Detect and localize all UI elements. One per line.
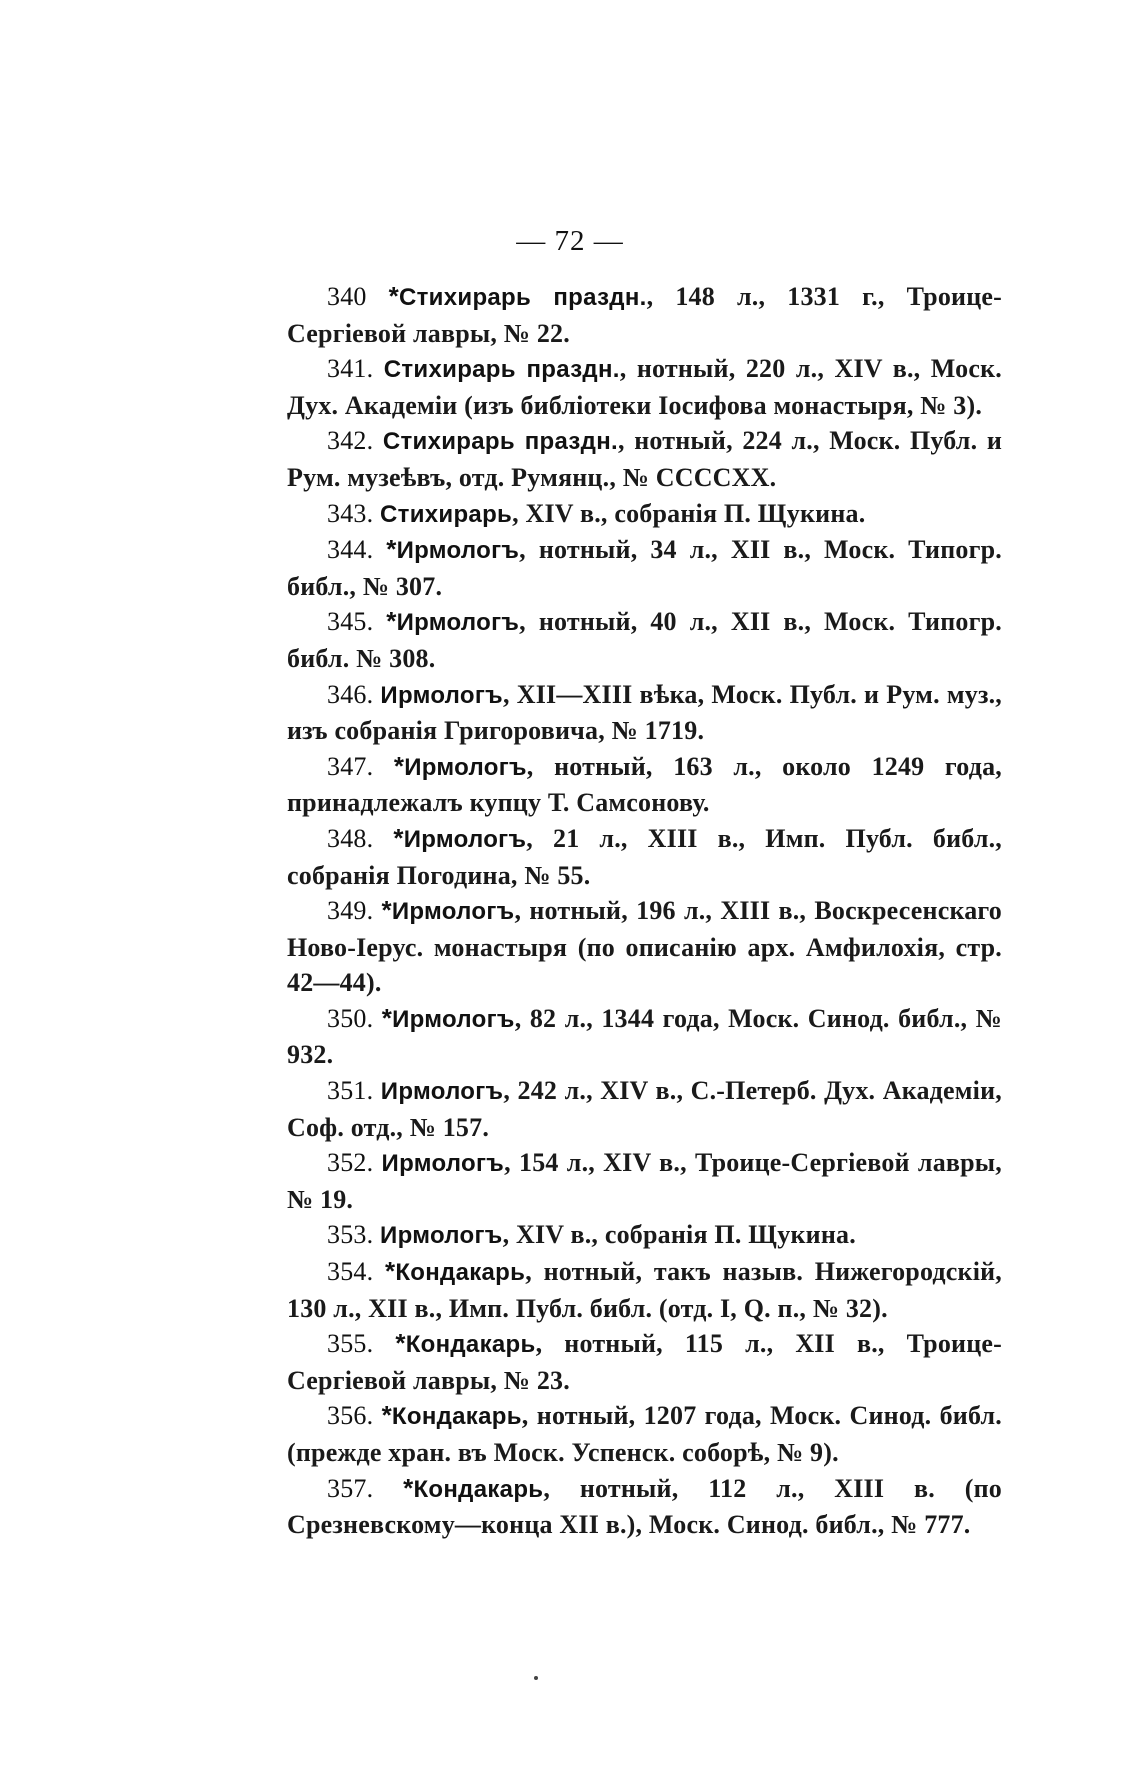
- entry-title: Ирмологъ: [380, 1078, 504, 1106]
- catalog-entry: [287, 1471, 1002, 1543]
- entry-asterisk-mark: *: [385, 1256, 396, 1287]
- entry-asterisk-mark: *: [403, 1472, 414, 1503]
- entry-description: , нотный, 220 л., XIV в., Моск. Дух. Академіи (изъ библіотеки Іосифова монастыря, № 3).: [287, 354, 1002, 420]
- entry-description: , 148 л., 1331 г., Троице-Сергіевой лавры, № 22.: [287, 282, 1002, 348]
- entry-asterisk-mark: *: [393, 750, 405, 781]
- entry-description: , нотный, 40 л., XII в., Моск. Типогр. библ. № 308.: [287, 607, 1002, 673]
- catalog-entries: [287, 279, 1002, 1543]
- catalog-entry: [287, 1398, 1002, 1470]
- catalog-entry: [287, 893, 1002, 1001]
- catalog-entry: [287, 423, 1002, 495]
- page-number: — 72 —: [516, 225, 624, 257]
- entry-asterisk-mark: *: [395, 1328, 406, 1359]
- catalog-entry: [287, 1073, 1002, 1145]
- entry-number: 341.: [327, 354, 374, 384]
- entry-title: Ирмологъ: [381, 1150, 505, 1178]
- entry-number: 343.: [327, 498, 374, 528]
- entry-description: , нотный, 1207 года, Моск. Синод. библ. (прежде хран. въ Моск. Успенск. соборѣ, № 9).: [287, 1401, 1003, 1467]
- entry-description: , 242 л., XIV в., С.-Петерб. Дух. Академіи, Соф. отд., № 157.: [287, 1076, 1002, 1142]
- entry-title: Ирмологъ: [380, 681, 503, 709]
- entry-asterisk-mark: *: [386, 606, 397, 637]
- entry-description: , XIV в., собранія П. Щукина.: [502, 1220, 856, 1250]
- entry-description: , нотный, 34 л., XII в., Моск. Типогр. библ., № 307.: [287, 535, 1002, 601]
- entry-title: Ирмологъ: [403, 825, 527, 853]
- entry-title: Ирмологъ: [391, 898, 515, 926]
- entry-description: , XIV в., собранія П. Щукина.: [512, 498, 866, 528]
- entry-title: Ирмологъ: [396, 537, 520, 565]
- entry-asterisk-mark: *: [388, 281, 399, 311]
- entry-title: Кондакарь: [391, 1403, 522, 1431]
- entry-title: Стихирарь: [380, 500, 513, 528]
- entry-number: 354.: [327, 1257, 374, 1287]
- catalog-entry: [287, 749, 1002, 821]
- entry-number: 352.: [327, 1148, 374, 1178]
- entry-title: Кондакарь: [395, 1259, 526, 1287]
- entry-title: Стихирарь праздн.: [399, 284, 647, 311]
- catalog-entry: [287, 604, 1002, 676]
- catalog-entry: [287, 1217, 1002, 1254]
- entry-title: Ирмологъ: [404, 753, 527, 781]
- entry-asterisk-mark: *: [381, 895, 392, 926]
- entry-asterisk-mark: *: [386, 534, 397, 565]
- entry-number: 357.: [327, 1473, 374, 1503]
- entry-asterisk-mark: *: [381, 1400, 392, 1431]
- entry-number: 340: [327, 282, 367, 311]
- catalog-entry: [287, 279, 1002, 351]
- entry-title: Ирмологъ: [380, 1222, 503, 1250]
- catalog-entry: [287, 821, 1002, 893]
- entry-title: Ирмологъ: [392, 1005, 515, 1033]
- entry-description: , 21 л., XIII в., Имп. Публ. библ., собранія Погодина, № 55.: [287, 823, 1003, 890]
- catalog-entry: [287, 496, 1002, 533]
- catalog-entry: [287, 1326, 1002, 1398]
- entry-description: , нотный, 224 л., Моск. Публ. и Рум. музеѣвъ, отд. Румянц., № СССCXX.: [287, 426, 1002, 492]
- catalog-entry: [287, 1145, 1002, 1217]
- catalog-entry: [287, 677, 1002, 749]
- entry-description: , нотный, 163 л., около 1249 года, принадлежалъ купцу Т. Самсонову.: [287, 751, 1002, 818]
- entry-number: 353.: [327, 1220, 374, 1250]
- entry-title: Кондакарь: [413, 1475, 544, 1503]
- entry-description: , нотный, такъ назыв. Нижегородскій, 130 л., XII в., Имп. Публ. библ. (отд. I, Q. п., № 32).: [287, 1257, 1002, 1323]
- entry-number: 348.: [327, 823, 374, 853]
- entry-number: 350.: [327, 1003, 374, 1033]
- entry-description: , нотный, 196 л., XIII в., Воскресенскаго Ново-Іерус. монастыря (по описанію арх. Амфилохія, стр. 42—44).: [287, 896, 1002, 998]
- entry-number: 345.: [327, 607, 374, 637]
- entry-asterisk-mark: *: [393, 822, 404, 853]
- entry-number: 342.: [327, 426, 374, 456]
- entry-number: 349.: [327, 896, 374, 926]
- entry-description: , 154 л., XIV в., Троице-Сергіевой лавры, № 19.: [287, 1148, 1002, 1214]
- print-speck-dot: [534, 1676, 538, 1680]
- entry-description: , XII—XIII вѣка, Моск. Публ. и Рум. муз., изъ собранія Григоровича, № 1719.: [287, 679, 1003, 746]
- entry-title: Стихирарь праздн.: [383, 356, 620, 384]
- entry-number: 346.: [327, 679, 374, 709]
- entry-number: 355.: [327, 1329, 374, 1359]
- entry-title: Кондакарь: [405, 1331, 536, 1359]
- entry-title: Ирмологъ: [396, 609, 520, 637]
- catalog-entry: [287, 1001, 1002, 1073]
- catalog-entry: [287, 351, 1002, 423]
- entry-number: 351.: [327, 1076, 374, 1106]
- catalog-entry: [287, 1254, 1002, 1326]
- entry-number: 344.: [327, 535, 374, 565]
- entry-title: Стихирарь праздн.: [382, 428, 618, 456]
- entry-asterisk-mark: *: [381, 1002, 393, 1033]
- entry-number: 356.: [327, 1401, 374, 1431]
- catalog-entry: [287, 532, 1002, 604]
- entry-description: , нотный, 115 л., XII в., Троице-Сергіевой лавры, № 23.: [287, 1329, 1003, 1395]
- entry-description: , нотный, 112 л., XIII в. (по Срезневскому—конца XII в.), Моск. Синод. библ., № 777.: [287, 1473, 1002, 1540]
- entry-description: , 82 л., 1344 года, Моск. Синод. библ., № 932.: [287, 1003, 1002, 1070]
- entry-number: 347.: [327, 751, 374, 781]
